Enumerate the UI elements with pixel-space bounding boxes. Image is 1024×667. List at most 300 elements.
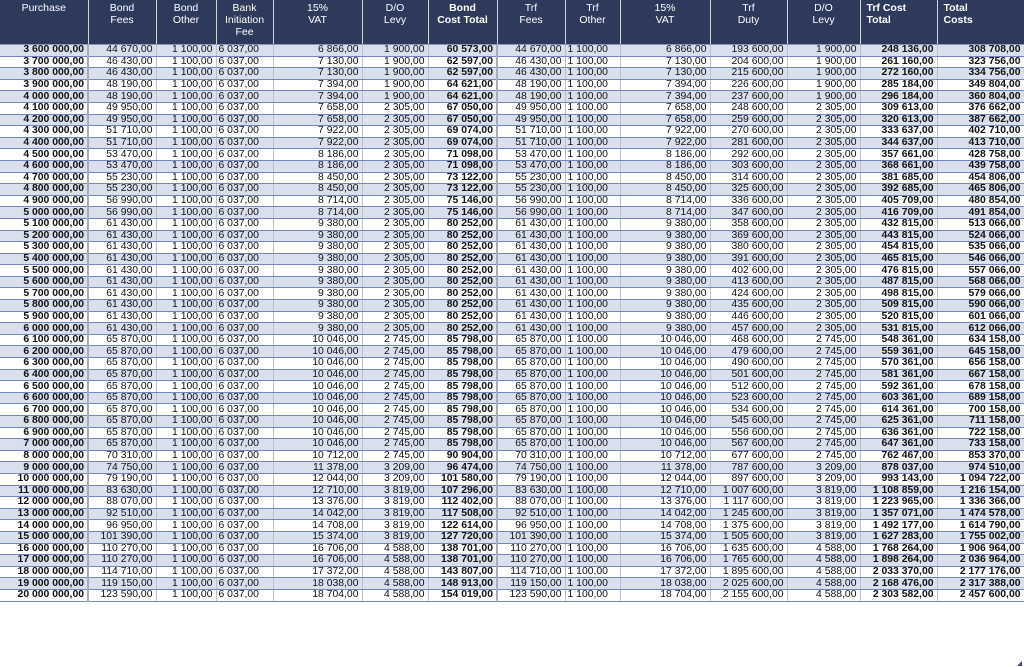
cell-trf-cost-total[interactable]: 443 815,00 bbox=[860, 230, 937, 242]
cell-trf-fees[interactable]: 65 870,00 bbox=[497, 369, 565, 381]
cell-trf-vat[interactable]: 10 046,00 bbox=[620, 392, 710, 404]
cell-bond-do-levy[interactable]: 1 900,00 bbox=[362, 68, 428, 80]
cell-trf-other[interactable]: 1 100,00 bbox=[565, 102, 620, 114]
cell-total-costs[interactable]: 853 370,00 bbox=[937, 450, 1024, 462]
cell-trf-duty[interactable]: 358 600,00 bbox=[710, 218, 787, 230]
cell-bond-other[interactable]: 1 100,00 bbox=[156, 172, 216, 184]
cell-total-costs[interactable]: 1 216 154,00 bbox=[937, 485, 1024, 497]
cell-bank-initiation-fee[interactable]: 6 037,00 bbox=[216, 578, 273, 590]
cell-bond-cost-total[interactable]: 80 252,00 bbox=[428, 311, 497, 323]
cell-trf-cost-total[interactable]: 1 627 283,00 bbox=[860, 531, 937, 543]
cell-bond-vat[interactable]: 10 046,00 bbox=[273, 346, 362, 358]
cell-bond-do-levy[interactable]: 2 305,00 bbox=[362, 288, 428, 300]
cell-purchase[interactable]: 16 000 000,00 bbox=[0, 543, 88, 555]
cell-bond-fees[interactable]: 61 430,00 bbox=[88, 242, 156, 254]
cell-trf-do-levy[interactable]: 2 305,00 bbox=[787, 102, 860, 114]
cell-trf-other[interactable]: 1 100,00 bbox=[565, 323, 620, 335]
cell-trf-cost-total[interactable]: 636 361,00 bbox=[860, 427, 937, 439]
cell-total-costs[interactable]: 524 066,00 bbox=[937, 230, 1024, 242]
cell-bank-initiation-fee[interactable]: 6 037,00 bbox=[216, 45, 273, 57]
cell-bank-initiation-fee[interactable]: 6 037,00 bbox=[216, 218, 273, 230]
cell-bank-initiation-fee[interactable]: 6 037,00 bbox=[216, 427, 273, 439]
cell-trf-cost-total[interactable]: 392 685,00 bbox=[860, 184, 937, 196]
cell-trf-do-levy[interactable]: 3 819,00 bbox=[787, 520, 860, 532]
cell-trf-duty[interactable]: 204 600,00 bbox=[710, 56, 787, 68]
cell-bond-cost-total[interactable]: 80 252,00 bbox=[428, 230, 497, 242]
cell-bond-fees[interactable]: 44 670,00 bbox=[88, 45, 156, 57]
cell-trf-cost-total[interactable]: 357 661,00 bbox=[860, 149, 937, 161]
cell-bond-other[interactable]: 1 100,00 bbox=[156, 381, 216, 393]
cell-purchase[interactable]: 4 300 000,00 bbox=[0, 126, 88, 138]
cell-trf-fees[interactable]: 48 190,00 bbox=[497, 91, 565, 103]
column-header-bond-cost-total[interactable] bbox=[428, 0, 497, 45]
cell-bond-other[interactable]: 1 100,00 bbox=[156, 531, 216, 543]
cell-trf-vat[interactable]: 8 714,00 bbox=[620, 195, 710, 207]
cell-trf-duty[interactable]: 501 600,00 bbox=[710, 369, 787, 381]
cell-bond-fees[interactable]: 65 870,00 bbox=[88, 369, 156, 381]
cell-bank-initiation-fee[interactable]: 6 037,00 bbox=[216, 346, 273, 358]
cell-trf-fees[interactable]: 65 870,00 bbox=[497, 346, 565, 358]
cell-bank-initiation-fee[interactable]: 6 037,00 bbox=[216, 276, 273, 288]
cell-trf-fees[interactable]: 61 430,00 bbox=[497, 230, 565, 242]
cell-bond-cost-total[interactable]: 85 798,00 bbox=[428, 369, 497, 381]
cell-trf-cost-total[interactable]: 531 815,00 bbox=[860, 323, 937, 335]
cell-bond-do-levy[interactable]: 3 819,00 bbox=[362, 508, 428, 520]
cell-bond-do-levy[interactable]: 2 305,00 bbox=[362, 114, 428, 126]
cell-trf-cost-total[interactable]: 2 303 582,00 bbox=[860, 589, 937, 601]
cell-bank-initiation-fee[interactable]: 6 037,00 bbox=[216, 172, 273, 184]
cell-bond-do-levy[interactable]: 4 588,00 bbox=[362, 578, 428, 590]
cell-trf-fees[interactable]: 44 670,00 bbox=[497, 45, 565, 57]
cell-trf-vat[interactable]: 13 376,00 bbox=[620, 497, 710, 509]
cell-bond-fees[interactable]: 83 630,00 bbox=[88, 485, 156, 497]
cell-bond-do-levy[interactable]: 4 588,00 bbox=[362, 555, 428, 567]
cell-trf-cost-total[interactable]: 272 160,00 bbox=[860, 68, 937, 80]
cell-trf-cost-total[interactable]: 581 361,00 bbox=[860, 369, 937, 381]
cell-trf-cost-total[interactable]: 548 361,00 bbox=[860, 334, 937, 346]
cell-total-costs[interactable]: 513 066,00 bbox=[937, 218, 1024, 230]
cell-bank-initiation-fee[interactable]: 6 037,00 bbox=[216, 207, 273, 219]
cell-trf-duty[interactable]: 248 600,00 bbox=[710, 102, 787, 114]
cell-bond-cost-total[interactable]: 90 904,00 bbox=[428, 450, 497, 462]
cell-bond-vat[interactable]: 7 922,00 bbox=[273, 126, 362, 138]
cell-bond-vat[interactable]: 12 710,00 bbox=[273, 485, 362, 497]
cell-trf-cost-total[interactable]: 1 223 965,00 bbox=[860, 497, 937, 509]
cell-trf-vat[interactable]: 9 380,00 bbox=[620, 230, 710, 242]
cell-trf-vat[interactable]: 10 046,00 bbox=[620, 427, 710, 439]
cell-bond-do-levy[interactable]: 2 305,00 bbox=[362, 300, 428, 312]
cell-bond-other[interactable]: 1 100,00 bbox=[156, 392, 216, 404]
cell-bond-fees[interactable]: 123 590,00 bbox=[88, 589, 156, 601]
cell-bond-other[interactable]: 1 100,00 bbox=[156, 485, 216, 497]
cell-purchase[interactable]: 4 600 000,00 bbox=[0, 160, 88, 172]
cell-bond-cost-total[interactable]: 62 597,00 bbox=[428, 68, 497, 80]
cell-purchase[interactable]: 4 900 000,00 bbox=[0, 195, 88, 207]
cell-trf-do-levy[interactable]: 2 305,00 bbox=[787, 253, 860, 265]
cell-purchase[interactable]: 5 200 000,00 bbox=[0, 230, 88, 242]
cell-bond-cost-total[interactable]: 154 019,00 bbox=[428, 589, 497, 601]
cell-trf-other[interactable]: 1 100,00 bbox=[565, 450, 620, 462]
column-header-trf-vat[interactable] bbox=[620, 0, 710, 45]
cell-bond-other[interactable]: 1 100,00 bbox=[156, 207, 216, 219]
cell-trf-duty[interactable]: 314 600,00 bbox=[710, 172, 787, 184]
cell-bond-do-levy[interactable]: 2 305,00 bbox=[362, 126, 428, 138]
cell-bond-fees[interactable]: 65 870,00 bbox=[88, 392, 156, 404]
cell-bank-initiation-fee[interactable]: 6 037,00 bbox=[216, 265, 273, 277]
cell-trf-cost-total[interactable]: 520 815,00 bbox=[860, 311, 937, 323]
cell-trf-fees[interactable]: 56 990,00 bbox=[497, 195, 565, 207]
cell-bond-vat[interactable]: 8 714,00 bbox=[273, 195, 362, 207]
cell-trf-do-levy[interactable]: 2 305,00 bbox=[787, 300, 860, 312]
cell-trf-vat[interactable]: 8 714,00 bbox=[620, 207, 710, 219]
cell-bond-cost-total[interactable]: 80 252,00 bbox=[428, 276, 497, 288]
cell-trf-other[interactable]: 1 100,00 bbox=[565, 56, 620, 68]
cell-bond-other[interactable]: 1 100,00 bbox=[156, 300, 216, 312]
cell-purchase[interactable]: 5 400 000,00 bbox=[0, 253, 88, 265]
cell-trf-vat[interactable]: 12 044,00 bbox=[620, 473, 710, 485]
cell-trf-cost-total[interactable]: 333 637,00 bbox=[860, 126, 937, 138]
cell-total-costs[interactable]: 678 158,00 bbox=[937, 381, 1024, 393]
cell-bond-cost-total[interactable]: 101 580,00 bbox=[428, 473, 497, 485]
cell-trf-duty[interactable]: 512 600,00 bbox=[710, 381, 787, 393]
cell-bond-vat[interactable]: 10 046,00 bbox=[273, 427, 362, 439]
cell-bond-do-levy[interactable]: 3 819,00 bbox=[362, 520, 428, 532]
cell-trf-fees[interactable]: 61 430,00 bbox=[497, 300, 565, 312]
cell-bond-do-levy[interactable]: 2 745,00 bbox=[362, 392, 428, 404]
cell-bond-do-levy[interactable]: 1 900,00 bbox=[362, 45, 428, 57]
cell-bond-do-levy[interactable]: 2 305,00 bbox=[362, 253, 428, 265]
cell-trf-fees[interactable]: 65 870,00 bbox=[497, 439, 565, 451]
cell-trf-duty[interactable]: 270 600,00 bbox=[710, 126, 787, 138]
cell-trf-vat[interactable]: 7 658,00 bbox=[620, 102, 710, 114]
cell-bond-do-levy[interactable]: 2 745,00 bbox=[362, 404, 428, 416]
cell-trf-cost-total[interactable]: 647 361,00 bbox=[860, 439, 937, 451]
cell-trf-fees[interactable]: 65 870,00 bbox=[497, 392, 565, 404]
cell-bond-cost-total[interactable]: 85 798,00 bbox=[428, 439, 497, 451]
cell-trf-fees[interactable]: 83 630,00 bbox=[497, 485, 565, 497]
cell-bond-do-levy[interactable]: 4 588,00 bbox=[362, 543, 428, 555]
cell-bond-do-levy[interactable]: 2 305,00 bbox=[362, 265, 428, 277]
cell-bond-other[interactable]: 1 100,00 bbox=[156, 497, 216, 509]
cell-trf-duty[interactable]: 325 600,00 bbox=[710, 184, 787, 196]
cell-total-costs[interactable]: 349 804,00 bbox=[937, 79, 1024, 91]
cell-bond-vat[interactable]: 6 866,00 bbox=[273, 45, 362, 57]
cell-trf-do-levy[interactable]: 2 745,00 bbox=[787, 427, 860, 439]
cell-trf-vat[interactable]: 10 046,00 bbox=[620, 369, 710, 381]
cell-bond-do-levy[interactable]: 2 745,00 bbox=[362, 450, 428, 462]
cell-trf-other[interactable]: 1 100,00 bbox=[565, 578, 620, 590]
cell-trf-fees[interactable]: 114 710,00 bbox=[497, 566, 565, 578]
cell-bond-vat[interactable]: 7 922,00 bbox=[273, 137, 362, 149]
cell-trf-duty[interactable]: 787 600,00 bbox=[710, 462, 787, 474]
column-header-bond-vat[interactable] bbox=[273, 0, 362, 45]
cell-bond-cost-total[interactable]: 80 252,00 bbox=[428, 323, 497, 335]
cell-bond-other[interactable]: 1 100,00 bbox=[156, 346, 216, 358]
cell-trf-other[interactable]: 1 100,00 bbox=[565, 334, 620, 346]
cell-bond-fees[interactable]: 61 430,00 bbox=[88, 323, 156, 335]
cell-trf-other[interactable]: 1 100,00 bbox=[565, 288, 620, 300]
cell-bond-other[interactable]: 1 100,00 bbox=[156, 566, 216, 578]
cell-trf-other[interactable]: 1 100,00 bbox=[565, 253, 620, 265]
cell-trf-vat[interactable]: 9 380,00 bbox=[620, 253, 710, 265]
cell-trf-fees[interactable]: 46 430,00 bbox=[497, 56, 565, 68]
cell-trf-duty[interactable]: 523 600,00 bbox=[710, 392, 787, 404]
cell-bond-vat[interactable]: 8 450,00 bbox=[273, 184, 362, 196]
cell-bond-cost-total[interactable]: 75 146,00 bbox=[428, 207, 497, 219]
cell-trf-cost-total[interactable]: 614 361,00 bbox=[860, 404, 937, 416]
cell-total-costs[interactable]: 2 177 176,00 bbox=[937, 566, 1024, 578]
cell-bank-initiation-fee[interactable]: 6 037,00 bbox=[216, 439, 273, 451]
cell-trf-cost-total[interactable]: 432 815,00 bbox=[860, 218, 937, 230]
cell-bond-cost-total[interactable]: 85 798,00 bbox=[428, 358, 497, 370]
cell-purchase[interactable]: 13 000 000,00 bbox=[0, 508, 88, 520]
cell-total-costs[interactable]: 2 317 388,00 bbox=[937, 578, 1024, 590]
cell-trf-fees[interactable]: 55 230,00 bbox=[497, 172, 565, 184]
cell-purchase[interactable]: 4 100 000,00 bbox=[0, 102, 88, 114]
cell-trf-other[interactable]: 1 100,00 bbox=[565, 369, 620, 381]
cell-trf-cost-total[interactable]: 559 361,00 bbox=[860, 346, 937, 358]
cell-trf-cost-total[interactable]: 405 709,00 bbox=[860, 195, 937, 207]
cell-bond-do-levy[interactable]: 3 209,00 bbox=[362, 473, 428, 485]
cell-trf-vat[interactable]: 6 866,00 bbox=[620, 45, 710, 57]
cell-total-costs[interactable]: 308 708,00 bbox=[937, 45, 1024, 57]
cell-trf-duty[interactable]: 226 600,00 bbox=[710, 79, 787, 91]
cell-purchase[interactable]: 15 000 000,00 bbox=[0, 531, 88, 543]
cell-total-costs[interactable]: 700 158,00 bbox=[937, 404, 1024, 416]
cell-bond-other[interactable]: 1 100,00 bbox=[156, 288, 216, 300]
cell-bond-cost-total[interactable]: 85 798,00 bbox=[428, 334, 497, 346]
cell-trf-fees[interactable]: 51 710,00 bbox=[497, 137, 565, 149]
cell-bond-vat[interactable]: 14 042,00 bbox=[273, 508, 362, 520]
cell-bond-vat[interactable]: 9 380,00 bbox=[273, 288, 362, 300]
cell-bank-initiation-fee[interactable]: 6 037,00 bbox=[216, 126, 273, 138]
cell-trf-other[interactable]: 1 100,00 bbox=[565, 497, 620, 509]
cell-bond-fees[interactable]: 61 430,00 bbox=[88, 311, 156, 323]
cell-trf-duty[interactable]: 1 635 600,00 bbox=[710, 543, 787, 555]
cell-bond-do-levy[interactable]: 2 745,00 bbox=[362, 346, 428, 358]
cell-bank-initiation-fee[interactable]: 6 037,00 bbox=[216, 160, 273, 172]
cell-trf-fees[interactable]: 53 470,00 bbox=[497, 160, 565, 172]
cell-bond-other[interactable]: 1 100,00 bbox=[156, 404, 216, 416]
cell-total-costs[interactable]: 334 756,00 bbox=[937, 68, 1024, 80]
cell-bond-cost-total[interactable]: 64 621,00 bbox=[428, 91, 497, 103]
cell-bond-other[interactable]: 1 100,00 bbox=[156, 160, 216, 172]
cell-bond-fees[interactable]: 55 230,00 bbox=[88, 184, 156, 196]
cell-trf-cost-total[interactable]: 368 661,00 bbox=[860, 160, 937, 172]
cell-trf-cost-total[interactable]: 625 361,00 bbox=[860, 416, 937, 428]
cell-purchase[interactable]: 5 600 000,00 bbox=[0, 276, 88, 288]
cell-trf-cost-total[interactable]: 465 815,00 bbox=[860, 253, 937, 265]
cell-bond-fees[interactable]: 46 430,00 bbox=[88, 68, 156, 80]
cell-bank-initiation-fee[interactable]: 6 037,00 bbox=[216, 416, 273, 428]
cell-bond-cost-total[interactable]: 148 913,00 bbox=[428, 578, 497, 590]
cell-trf-other[interactable]: 1 100,00 bbox=[565, 427, 620, 439]
cell-bank-initiation-fee[interactable]: 6 037,00 bbox=[216, 334, 273, 346]
cell-bond-vat[interactable]: 10 046,00 bbox=[273, 416, 362, 428]
cell-trf-do-levy[interactable]: 2 305,00 bbox=[787, 218, 860, 230]
cell-trf-fees[interactable]: 61 430,00 bbox=[497, 242, 565, 254]
cell-trf-do-levy[interactable]: 1 900,00 bbox=[787, 45, 860, 57]
cell-trf-duty[interactable]: 1 505 600,00 bbox=[710, 531, 787, 543]
cell-bond-other[interactable]: 1 100,00 bbox=[156, 416, 216, 428]
cell-bond-other[interactable]: 1 100,00 bbox=[156, 218, 216, 230]
cell-bond-cost-total[interactable]: 143 807,00 bbox=[428, 566, 497, 578]
cell-trf-fees[interactable]: 61 430,00 bbox=[497, 218, 565, 230]
cell-bond-fees[interactable]: 46 430,00 bbox=[88, 56, 156, 68]
cell-trf-duty[interactable]: 237 600,00 bbox=[710, 91, 787, 103]
cell-bond-other[interactable]: 1 100,00 bbox=[156, 520, 216, 532]
cell-trf-do-levy[interactable]: 3 209,00 bbox=[787, 462, 860, 474]
cell-trf-cost-total[interactable]: 454 815,00 bbox=[860, 242, 937, 254]
cell-bond-other[interactable]: 1 100,00 bbox=[156, 334, 216, 346]
cell-bond-vat[interactable]: 8 186,00 bbox=[273, 149, 362, 161]
cell-total-costs[interactable]: 1 755 002,00 bbox=[937, 531, 1024, 543]
cell-purchase[interactable]: 6 700 000,00 bbox=[0, 404, 88, 416]
cell-trf-vat[interactable]: 9 380,00 bbox=[620, 288, 710, 300]
cell-bond-other[interactable]: 1 100,00 bbox=[156, 473, 216, 485]
cell-trf-fees[interactable]: 65 870,00 bbox=[497, 427, 565, 439]
cell-total-costs[interactable]: 376 662,00 bbox=[937, 102, 1024, 114]
cell-bond-other[interactable]: 1 100,00 bbox=[156, 137, 216, 149]
cell-trf-duty[interactable]: 193 600,00 bbox=[710, 45, 787, 57]
cell-trf-vat[interactable]: 14 042,00 bbox=[620, 508, 710, 520]
cell-bond-do-levy[interactable]: 2 305,00 bbox=[362, 160, 428, 172]
cell-bond-fees[interactable]: 65 870,00 bbox=[88, 381, 156, 393]
cell-trf-cost-total[interactable]: 603 361,00 bbox=[860, 392, 937, 404]
cell-purchase[interactable]: 18 000 000,00 bbox=[0, 566, 88, 578]
cell-trf-cost-total[interactable]: 285 184,00 bbox=[860, 79, 937, 91]
cell-trf-vat[interactable]: 9 380,00 bbox=[620, 265, 710, 277]
cell-trf-vat[interactable]: 7 922,00 bbox=[620, 137, 710, 149]
cell-bond-cost-total[interactable]: 85 798,00 bbox=[428, 392, 497, 404]
cell-trf-other[interactable]: 1 100,00 bbox=[565, 392, 620, 404]
cell-bank-initiation-fee[interactable]: 6 037,00 bbox=[216, 184, 273, 196]
cell-trf-other[interactable]: 1 100,00 bbox=[565, 555, 620, 567]
cell-bond-other[interactable]: 1 100,00 bbox=[156, 79, 216, 91]
cell-purchase[interactable]: 11 000 000,00 bbox=[0, 485, 88, 497]
cell-bond-do-levy[interactable]: 2 305,00 bbox=[362, 184, 428, 196]
cell-trf-other[interactable]: 1 100,00 bbox=[565, 126, 620, 138]
cell-bond-other[interactable]: 1 100,00 bbox=[156, 253, 216, 265]
column-header-total-costs[interactable] bbox=[937, 0, 1024, 45]
cell-total-costs[interactable]: 557 066,00 bbox=[937, 265, 1024, 277]
cell-trf-duty[interactable]: 534 600,00 bbox=[710, 404, 787, 416]
cell-total-costs[interactable]: 711 158,00 bbox=[937, 416, 1024, 428]
cell-bank-initiation-fee[interactable]: 6 037,00 bbox=[216, 56, 273, 68]
cell-bond-other[interactable]: 1 100,00 bbox=[156, 578, 216, 590]
cell-trf-fees[interactable]: 53 470,00 bbox=[497, 149, 565, 161]
cell-trf-other[interactable]: 1 100,00 bbox=[565, 589, 620, 601]
cell-bond-cost-total[interactable]: 96 474,00 bbox=[428, 462, 497, 474]
cell-bond-do-levy[interactable]: 2 745,00 bbox=[362, 416, 428, 428]
cell-bond-fees[interactable]: 61 430,00 bbox=[88, 276, 156, 288]
cell-trf-duty[interactable]: 1 895 600,00 bbox=[710, 566, 787, 578]
cell-trf-duty[interactable]: 303 600,00 bbox=[710, 160, 787, 172]
cell-trf-fees[interactable]: 61 430,00 bbox=[497, 276, 565, 288]
cell-bank-initiation-fee[interactable]: 6 037,00 bbox=[216, 68, 273, 80]
cell-bond-fees[interactable]: 51 710,00 bbox=[88, 126, 156, 138]
cell-trf-cost-total[interactable]: 248 136,00 bbox=[860, 45, 937, 57]
cell-bank-initiation-fee[interactable]: 6 037,00 bbox=[216, 589, 273, 601]
cell-trf-duty[interactable]: 897 600,00 bbox=[710, 473, 787, 485]
cell-bond-cost-total[interactable]: 71 098,00 bbox=[428, 149, 497, 161]
cell-bond-fees[interactable]: 61 430,00 bbox=[88, 253, 156, 265]
cell-trf-fees[interactable]: 123 590,00 bbox=[497, 589, 565, 601]
cell-total-costs[interactable]: 1 906 964,00 bbox=[937, 543, 1024, 555]
cell-bond-cost-total[interactable]: 85 798,00 bbox=[428, 416, 497, 428]
cell-bond-vat[interactable]: 11 378,00 bbox=[273, 462, 362, 474]
cell-trf-cost-total[interactable]: 1 898 264,00 bbox=[860, 555, 937, 567]
cell-trf-other[interactable]: 1 100,00 bbox=[565, 265, 620, 277]
cell-trf-other[interactable]: 1 100,00 bbox=[565, 114, 620, 126]
cell-purchase[interactable]: 5 700 000,00 bbox=[0, 288, 88, 300]
cell-bond-fees[interactable]: 55 230,00 bbox=[88, 172, 156, 184]
column-header-trf-other[interactable] bbox=[565, 0, 620, 45]
cell-purchase[interactable]: 3 900 000,00 bbox=[0, 79, 88, 91]
cell-bond-vat[interactable]: 10 046,00 bbox=[273, 439, 362, 451]
cell-trf-fees[interactable]: 65 870,00 bbox=[497, 416, 565, 428]
cell-bond-fees[interactable]: 61 430,00 bbox=[88, 230, 156, 242]
cell-trf-other[interactable]: 1 100,00 bbox=[565, 566, 620, 578]
cell-purchase[interactable]: 5 000 000,00 bbox=[0, 207, 88, 219]
cell-bond-vat[interactable]: 7 394,00 bbox=[273, 91, 362, 103]
cell-bond-vat[interactable]: 18 704,00 bbox=[273, 589, 362, 601]
cell-bank-initiation-fee[interactable]: 6 037,00 bbox=[216, 485, 273, 497]
cell-trf-vat[interactable]: 11 378,00 bbox=[620, 462, 710, 474]
cell-bank-initiation-fee[interactable]: 6 037,00 bbox=[216, 300, 273, 312]
cell-trf-other[interactable]: 1 100,00 bbox=[565, 91, 620, 103]
cell-bank-initiation-fee[interactable]: 6 037,00 bbox=[216, 358, 273, 370]
cell-trf-cost-total[interactable]: 296 184,00 bbox=[860, 91, 937, 103]
cell-bond-vat[interactable]: 9 380,00 bbox=[273, 311, 362, 323]
cell-trf-do-levy[interactable]: 2 305,00 bbox=[787, 195, 860, 207]
cell-trf-do-levy[interactable]: 2 305,00 bbox=[787, 207, 860, 219]
cell-trf-cost-total[interactable]: 993 143,00 bbox=[860, 473, 937, 485]
cell-bond-vat[interactable]: 18 038,00 bbox=[273, 578, 362, 590]
cell-bond-other[interactable]: 1 100,00 bbox=[156, 439, 216, 451]
cell-bond-fees[interactable]: 70 310,00 bbox=[88, 450, 156, 462]
cell-total-costs[interactable]: 974 510,00 bbox=[937, 462, 1024, 474]
cell-total-costs[interactable]: 546 066,00 bbox=[937, 253, 1024, 265]
cell-trf-vat[interactable]: 12 710,00 bbox=[620, 485, 710, 497]
cell-trf-do-levy[interactable]: 2 305,00 bbox=[787, 276, 860, 288]
cell-bond-other[interactable]: 1 100,00 bbox=[156, 589, 216, 601]
cell-purchase[interactable]: 4 400 000,00 bbox=[0, 137, 88, 149]
cell-purchase[interactable]: 8 000 000,00 bbox=[0, 450, 88, 462]
cell-trf-other[interactable]: 1 100,00 bbox=[565, 439, 620, 451]
cell-bond-other[interactable]: 1 100,00 bbox=[156, 543, 216, 555]
cell-trf-cost-total[interactable]: 509 815,00 bbox=[860, 300, 937, 312]
cell-bond-vat[interactable]: 9 380,00 bbox=[273, 323, 362, 335]
cell-bond-vat[interactable]: 9 380,00 bbox=[273, 242, 362, 254]
cell-bond-do-levy[interactable]: 1 900,00 bbox=[362, 56, 428, 68]
cell-trf-duty[interactable]: 1 007 600,00 bbox=[710, 485, 787, 497]
cell-bond-fees[interactable]: 92 510,00 bbox=[88, 508, 156, 520]
cell-trf-other[interactable]: 1 100,00 bbox=[565, 79, 620, 91]
cell-bond-fees[interactable]: 65 870,00 bbox=[88, 416, 156, 428]
cell-purchase[interactable]: 6 300 000,00 bbox=[0, 358, 88, 370]
cell-trf-other[interactable]: 1 100,00 bbox=[565, 242, 620, 254]
cell-bank-initiation-fee[interactable]: 6 037,00 bbox=[216, 114, 273, 126]
cell-bond-vat[interactable]: 15 374,00 bbox=[273, 531, 362, 543]
cell-bond-other[interactable]: 1 100,00 bbox=[156, 126, 216, 138]
cell-bond-cost-total[interactable]: 138 701,00 bbox=[428, 555, 497, 567]
cell-bond-vat[interactable]: 9 380,00 bbox=[273, 265, 362, 277]
cell-trf-do-levy[interactable]: 2 745,00 bbox=[787, 404, 860, 416]
cell-trf-cost-total[interactable]: 344 637,00 bbox=[860, 137, 937, 149]
cell-bond-other[interactable]: 1 100,00 bbox=[156, 56, 216, 68]
cell-purchase[interactable]: 20 000 000,00 bbox=[0, 589, 88, 601]
